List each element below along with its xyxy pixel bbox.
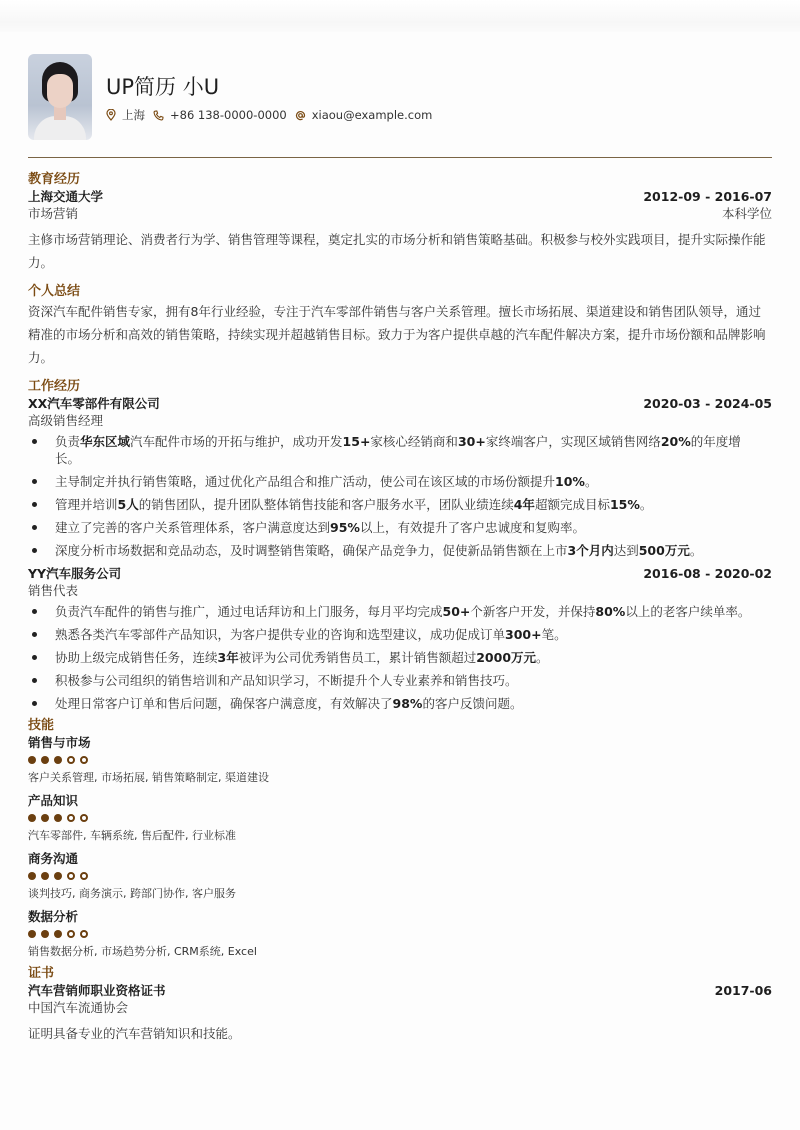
company-name: XX汽车零部件有限公司 [28, 396, 160, 411]
job-entry [28, 565, 772, 712]
bullet-text: 被评为公司优秀销售员工，累计销售额超过 [238, 650, 477, 665]
certificates-section [28, 966, 772, 1045]
rating-dot-filled-icon [41, 930, 49, 938]
highlight-text: 500万元 [638, 543, 690, 558]
education-dates: 2012-09 - 2016-07 [643, 189, 772, 204]
skill-name: 数据分析 [28, 909, 79, 924]
avatar [28, 54, 92, 140]
rating-dot-filled-icon [54, 930, 62, 938]
skill-item [28, 850, 772, 901]
rating-dot-filled-icon [28, 872, 36, 880]
bullet-text: 负责 [55, 434, 81, 449]
bullet-text: 负责汽车配件的销售与推广，通过电话拜访和上门服务，每月平均完成 [55, 604, 443, 619]
header-divider [28, 157, 772, 158]
contact-location [106, 107, 145, 123]
rating-dot-filled-icon [54, 814, 62, 822]
rating-dot-empty-icon [80, 930, 88, 938]
bullet-text: 协助上级完成销售任务，连续 [55, 650, 218, 665]
skill-keywords: 谈判技巧, 商务演示, 跨部门协作, 客户服务 [28, 887, 236, 900]
bullet-text: 达到 [613, 543, 639, 558]
highlight-text: 10% [555, 474, 585, 489]
summary-text: 资深汽车配件销售专家，拥有8年行业经验，专注于汽车零部件销售与客户关系管理。擅长市场拓展、渠道建设和销售团队领导，通过精准的市场分析和高效的销售策略，持续实现并超越销售目标。致力于为客户提供卓越的汽车配件解决方案，提升市场份额和品牌影响力。 [28, 304, 766, 365]
email-text: xiaou@example.com [311, 108, 433, 122]
bullet-text: 管理并培训 [55, 497, 118, 512]
rating-dot-empty-icon [67, 930, 75, 938]
skill-rating [28, 872, 772, 880]
section-title-work: 工作经历 [28, 379, 81, 394]
rating-dot-filled-icon [54, 756, 62, 764]
bullet-text: 建立了完善的客户关系管理体系，客户满意度达到 [55, 520, 331, 535]
job-bullet [28, 519, 772, 536]
job-bullet [28, 649, 772, 666]
bullet-text: 处理日常客户订单和售后问题，确保客户满意度，有效解决了 [55, 696, 393, 711]
skill-keywords: 销售数据分析, 市场趋势分析, CRM系统, Excel [28, 945, 257, 958]
rating-dot-empty-icon [80, 756, 88, 764]
education-degree: 本科学位 [721, 206, 772, 221]
bullet-text: 主导制定并执行销售策略，通过优化产品组合和推广活动，使公司在该区域的市场份额提升 [55, 474, 556, 489]
job-bullet [28, 626, 772, 643]
bullet-text: 笔。 [541, 627, 567, 642]
phone-text: +86 138-0000-0000 [170, 108, 287, 122]
job-bullet [28, 542, 772, 559]
highlight-text: 20% [660, 434, 691, 449]
highlight-text: 300+ [505, 627, 542, 642]
job-bullet [28, 695, 772, 712]
job-dates: 2016-08 - 2020-02 [643, 566, 772, 581]
contact-phone[interactable] [153, 108, 287, 122]
skills-section [28, 718, 772, 959]
rating-dot-filled-icon [54, 872, 62, 880]
summary-section [28, 284, 772, 369]
bullet-text: 深度分析市场数据和竞品动态，及时调整销售策略，确保产品竞争力，促使新品销售额在上市 [55, 543, 568, 558]
rating-dot-empty-icon [80, 872, 88, 880]
bullet-text: 的客户反馈问题。 [422, 696, 523, 711]
education-section [28, 172, 772, 274]
bullet-text: 熟悉各类汽车零部件产品知识，为客户提供专业的咨询和选型建议，成功促成订单 [55, 627, 506, 642]
section-title-education: 教育经历 [28, 172, 81, 187]
skill-keywords: 客户关系管理, 市场拓展, 销售策略制定, 渠道建设 [28, 771, 269, 784]
skill-name: 商务沟通 [28, 851, 79, 866]
skill-item [28, 734, 772, 785]
skill-name: 销售与市场 [28, 735, 91, 750]
skill-name: 产品知识 [28, 793, 79, 808]
bullet-text: 。 [639, 497, 653, 512]
rating-dot-empty-icon [67, 814, 75, 822]
highlight-text: 30+ [457, 434, 486, 449]
highlight-text: 95% [330, 520, 360, 535]
skill-item [28, 792, 772, 843]
bullet-text: 家核心经销商和 [370, 434, 458, 449]
bullet-text: 超额完成目标 [534, 497, 610, 512]
skill-rating [28, 814, 772, 822]
job-role: 高级销售经理 [28, 413, 104, 428]
location-pin-icon [106, 109, 116, 121]
top-shade [0, 0, 800, 32]
bullet-text: 家终端客户，实现区域销售网络 [485, 434, 661, 449]
certificate-date: 2017-06 [714, 983, 772, 998]
job-entry [28, 395, 772, 559]
job-bullet [28, 672, 772, 689]
school-name: 上海交通大学 [28, 189, 104, 204]
certificate-description: 证明具备专业的汽车营销知识和技能。 [28, 1026, 241, 1041]
rating-dot-filled-icon [28, 930, 36, 938]
resume-header [28, 54, 772, 140]
highlight-text: 98% [392, 696, 423, 711]
job-bullet [28, 603, 772, 620]
job-role: 销售代表 [28, 583, 79, 598]
bullet-text: 的销售团队，提升团队整体销售技能和客户服务水平，团队业绩连续 [138, 497, 514, 512]
rating-dot-empty-icon [67, 756, 75, 764]
bullet-text: 以上的老客户续单率。 [625, 604, 751, 619]
highlight-text: 2000万元 [476, 650, 537, 665]
bullet-text: 个新客户开发，并保持 [470, 604, 596, 619]
bullet-text: 以上，有效提升了客户忠诚度和复购率。 [359, 520, 585, 535]
certificate-issuer: 中国汽车流通协会 [28, 1000, 129, 1015]
phone-icon [153, 110, 164, 121]
highlight-text: 4年 [513, 497, 535, 512]
resume-page [28, 54, 772, 1045]
rating-dot-filled-icon [28, 756, 36, 764]
bullet-text: 的年度增长。 [55, 434, 741, 466]
at-icon [295, 110, 306, 121]
highlight-text: 15+ [342, 434, 371, 449]
bullet-text: 。 [689, 543, 703, 558]
highlight-text: 15% [609, 497, 640, 512]
skill-rating [28, 930, 772, 938]
rating-dot-filled-icon [41, 756, 49, 764]
job-bullets [28, 433, 772, 559]
job-bullets [28, 603, 772, 712]
highlight-text: 3个月内 [567, 543, 614, 558]
highlight-text: 50+ [442, 604, 471, 619]
bullet-text: 汽车配件市场的开拓与维护，成功开发 [130, 434, 343, 449]
rating-dot-filled-icon [41, 872, 49, 880]
highlight-text: 80% [595, 604, 626, 619]
job-dates: 2020-03 - 2024-05 [643, 396, 772, 411]
bullet-text: 。 [536, 650, 549, 665]
highlight-text: 5人 [117, 497, 139, 512]
job-bullet [28, 433, 772, 467]
bullet-text: 积极参与公司组织的销售培训和产品知识学习，不断提升个人专业素养和销售技巧。 [55, 673, 518, 688]
contact-line [106, 107, 440, 123]
education-description: 主修市场营销理论、消费者行为学、销售管理等课程，奠定扎实的市场分析和销售策略基础。积极参与校外实践项目，提升实际操作能力。 [28, 232, 766, 270]
bullet-text: 。 [584, 474, 598, 489]
skill-list [28, 734, 772, 959]
location-text: 上海 [122, 108, 145, 122]
section-title-summary: 个人总结 [28, 284, 81, 299]
certificate-name: 汽车营销师职业资格证书 [28, 983, 166, 998]
job-bullet [28, 473, 772, 490]
rating-dot-empty-icon [67, 872, 75, 880]
rating-dot-empty-icon [80, 814, 88, 822]
highlight-text: 华东区域 [80, 434, 131, 449]
rating-dot-filled-icon [41, 814, 49, 822]
job-list [28, 395, 772, 712]
education-major: 市场营销 [28, 206, 79, 221]
job-bullet [28, 496, 772, 513]
rating-dot-filled-icon [28, 814, 36, 822]
work-section [28, 379, 772, 712]
skill-keywords: 汽车零部件, 车辆系统, 售后配件, 行业标准 [28, 829, 236, 842]
section-title-certificates: 证书 [28, 966, 55, 981]
contact-email[interactable] [295, 108, 433, 122]
section-title-skills: 技能 [28, 718, 55, 733]
header-info [106, 71, 440, 123]
highlight-text: 3年 [217, 650, 239, 665]
skill-item [28, 908, 772, 959]
candidate-name: UP简历 小U [106, 75, 220, 99]
skill-rating [28, 756, 772, 764]
company-name: YY汽车服务公司 [28, 566, 122, 581]
